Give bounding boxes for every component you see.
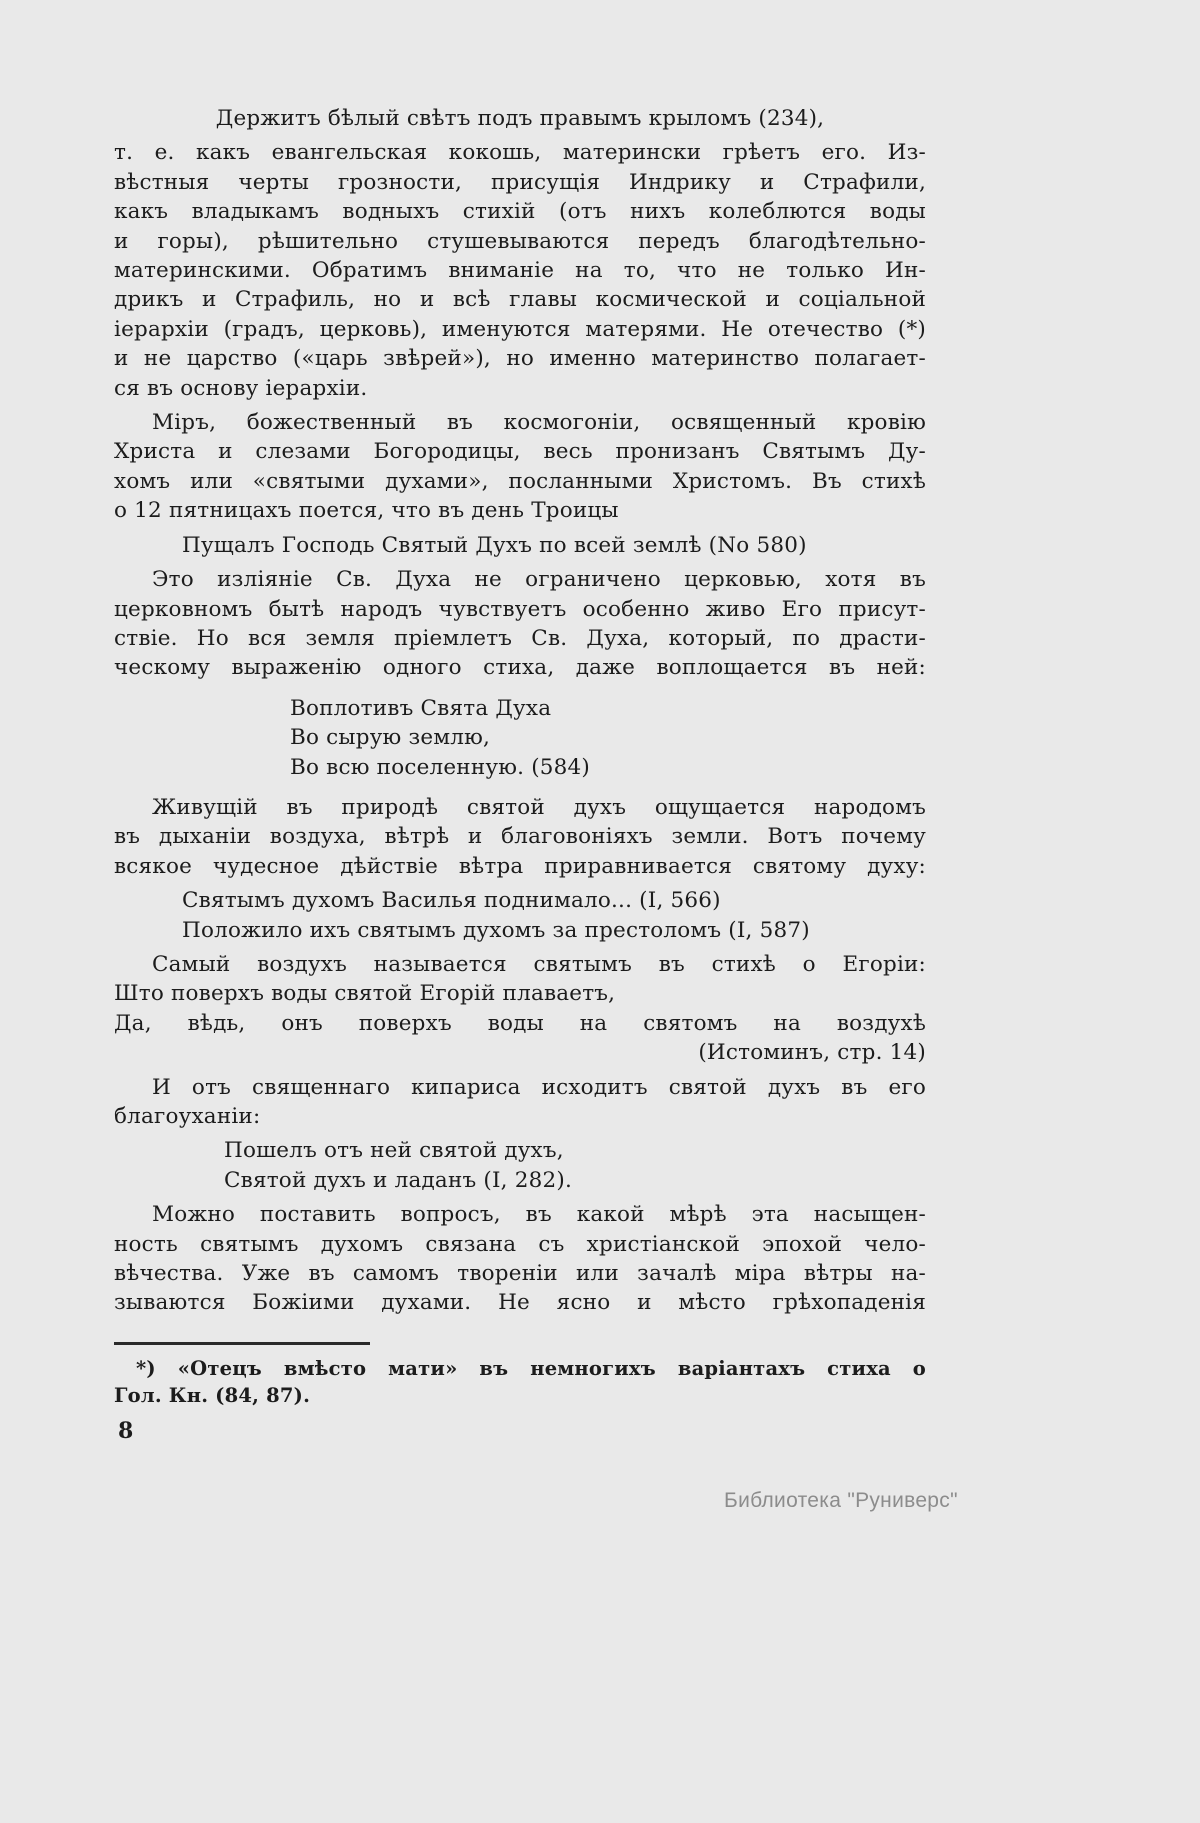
text-line: вѣчества. Уже въ самомъ твореніи или зачалѣ міра вѣтры на- — [114, 1261, 926, 1287]
text-line: Живущій въ природѣ святой духъ ощущается народомъ — [152, 794, 926, 820]
text-line: Можно поставить вопросъ, въ какой мѣрѣ эта насыщен- — [152, 1202, 926, 1228]
verse-line: Святымъ духомъ Василья поднимало... (I, 566) — [182, 888, 721, 914]
verse-line: Святой духъ и ладанъ (I, 282). — [224, 1167, 572, 1193]
verse-quote — [114, 886, 926, 945]
verse-quote — [114, 104, 926, 133]
footnote-line: Гол. Кн. (84, 87). — [114, 1383, 311, 1407]
text-line: Христа и слезами Богородицы, весь пронизанъ Святымъ Ду- — [114, 439, 926, 465]
verse-quote — [114, 1136, 926, 1195]
verse-quote — [114, 531, 926, 560]
text-line: ность святымъ духомъ связана съ христіанской эпохой чело- — [114, 1231, 926, 1257]
text-line: въ дыханіи воздуха, вѣтрѣ и благовоніяхъ земли. Вотъ почему — [114, 824, 926, 850]
text-line: Это изліяніе Св. Духа не ограничено церковью, хотя въ — [152, 567, 926, 593]
citation-line: (Истоминъ, стр. 14) — [698, 1040, 926, 1066]
text-line: Самый воздухъ называется святымъ въ стихѣ о Егоріи: — [152, 951, 926, 977]
verse-line: Пущалъ Господь Святый Духъ по всей землѣ (No 580) — [182, 532, 807, 558]
verse-line: Во всю поселенную. (584) — [290, 754, 591, 780]
paragraph — [114, 1073, 926, 1132]
verse-line: Пошелъ отъ ней святой духъ, — [224, 1138, 564, 1164]
verse-line: Воплотивъ Свята Духа — [290, 695, 552, 721]
paragraph — [114, 793, 926, 881]
text-line: Міръ, божественный въ космогоніи, освященный кровію — [152, 410, 926, 436]
text-line: вѣстныя черты грозности, присущія Индрику и Страфили, — [114, 169, 926, 195]
paragraph — [114, 950, 926, 1068]
text-line: какъ владыкамъ водныхъ стихій (отъ нихъ колеблются воды — [114, 199, 926, 225]
paragraph — [114, 1200, 926, 1318]
text-line: и горы), рѣшительно стушевываются передъ благодѣтельно- — [114, 228, 926, 254]
verse-line: Да, вѣдь, онъ поверхъ воды на святомъ на воздухѣ — [114, 1010, 926, 1036]
text-line: зываются Божіими духами. Не ясно и мѣсто грѣхопаденія — [114, 1290, 926, 1316]
text-line: и не царство («царь звѣрей»), но именно материнство полагает- — [114, 346, 926, 372]
paragraph — [114, 138, 926, 403]
text-line: ствіе. Но вся земля пріемлетъ Св. Духа, который, по драсти- — [114, 625, 926, 651]
text-line: хомъ или «святыми духами», посланными Христомъ. Въ стихѣ — [114, 468, 926, 494]
footnote-line: *) «Отецъ вмѣсто мати» въ немногихъ варіантахъ стиха о — [136, 1356, 926, 1380]
text-line: благоуханіи: — [114, 1104, 261, 1129]
text-line: материнскими. Обратимъ вниманіе на то, что не только Ин- — [114, 258, 926, 284]
verse-line: Што поверхъ воды святой Егорій плаваетъ, — [114, 981, 616, 1007]
page-number: 8 — [118, 1418, 134, 1444]
text-line: т. е. какъ евангельская кокошь, матерински грѣетъ его. Из- — [114, 140, 926, 166]
verse-quote — [114, 694, 926, 782]
text-line: іерархіи (градъ, церковь), именуются матерями. Не отечество (*) — [114, 316, 926, 342]
verse-line: Держитъ бѣлый свѣтъ подъ правымъ крыломъ (234), — [215, 106, 825, 131]
verse-line: Во сырую землю, — [290, 725, 491, 751]
library-watermark: Библиотека "Руниверс" — [724, 1489, 958, 1512]
paragraph — [114, 565, 926, 683]
text-line: ся въ основу іерархіи. — [114, 375, 368, 401]
paragraph — [114, 408, 926, 526]
text-line: о 12 пятницахъ поется, что въ день Троицы — [114, 498, 619, 524]
footnote — [114, 1342, 926, 1409]
text-line: всякое чудесное дѣйствіе вѣтра приравнивается святому духу: — [114, 853, 926, 879]
text-line: церковномъ бытѣ народъ чувствуетъ особенно живо Его присут- — [114, 596, 926, 622]
footnote-rule — [114, 1342, 370, 1345]
main-text-block — [114, 104, 926, 1409]
verse-line: Положило ихъ святымъ духомъ за престоломъ (I, 587) — [182, 917, 810, 943]
text-line: дрикъ и Страфиль, но и всѣ главы космической и соціальной — [114, 287, 926, 313]
text-line: И отъ священнаго кипариса исходитъ святой духъ въ его — [152, 1074, 926, 1100]
text-line: ческому выраженію одного стиха, даже воплощается въ ней: — [114, 655, 926, 681]
